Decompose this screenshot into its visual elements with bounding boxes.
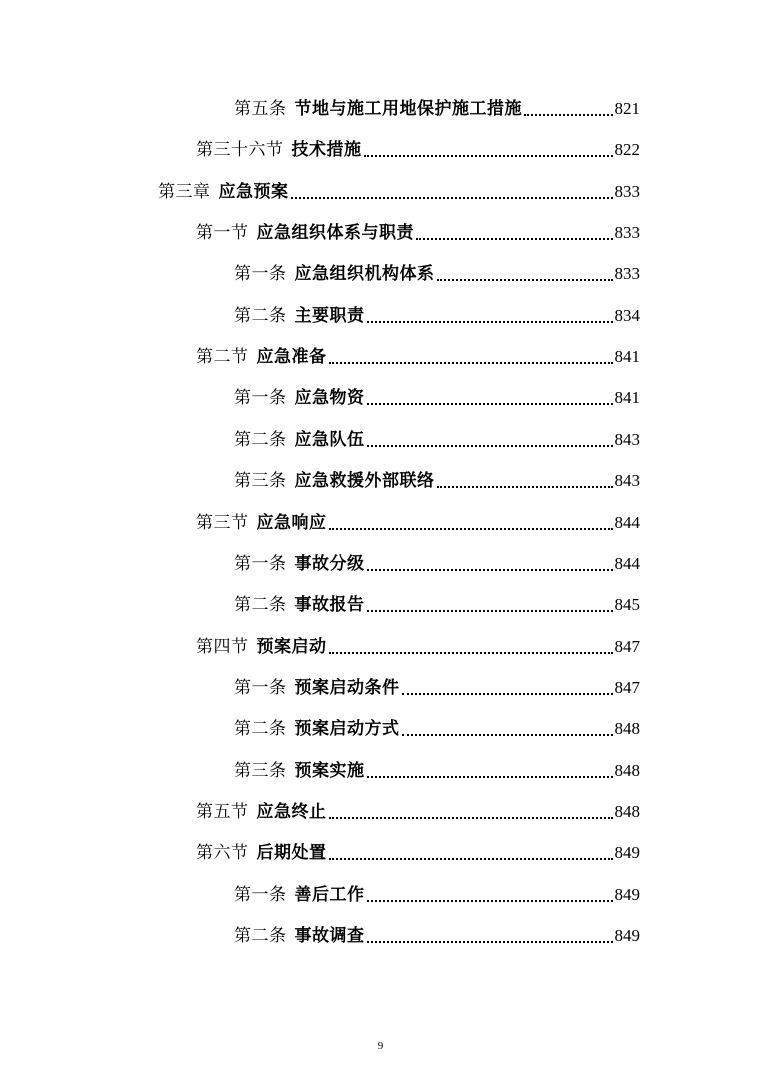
toc-entry-label: 第二条 — [234, 719, 287, 740]
toc-entry-title: 事故分级 — [294, 553, 365, 574]
toc-entry-label: 第四节 — [196, 636, 249, 657]
toc-dot-leader — [329, 342, 613, 372]
toc-entry-title: 事故调查 — [294, 926, 365, 946]
toc-dot-leader — [367, 921, 613, 951]
toc-entry[interactable] — [196, 135, 640, 165]
toc-entry[interactable] — [196, 632, 640, 662]
toc-entry-title: 善后工作 — [294, 884, 365, 905]
toc-entry-page: 849 — [614, 884, 640, 904]
toc-dot-leader — [402, 673, 613, 703]
toc-entry-title: 应急物资 — [294, 388, 365, 409]
toc-entry-title: 应急组织体系与职责 — [256, 223, 414, 244]
toc-entry-title: 主要职责 — [294, 305, 365, 326]
toc-entry-page: 848 — [614, 801, 640, 821]
toc-entry-title: 应急准备 — [256, 347, 327, 368]
toc-entry[interactable] — [196, 797, 640, 827]
toc-entry-label: 第三十六节 — [196, 140, 284, 161]
toc-entry-title: 应急预案 — [218, 181, 289, 202]
toc-entry-page: 849 — [614, 843, 640, 863]
toc-entry-label: 第五节 — [196, 801, 249, 822]
toc-entry-label: 第一条 — [234, 677, 287, 698]
toc-dot-leader — [367, 756, 613, 786]
toc-entry-page: 834 — [614, 305, 640, 325]
toc-entry-page: 821 — [614, 99, 640, 118]
toc-entry-page: 849 — [614, 926, 640, 945]
toc-entry-title: 节地与施工用地保护施工措施 — [294, 99, 522, 119]
toc-entry[interactable] — [234, 259, 640, 289]
toc-dot-leader — [329, 632, 613, 662]
toc-entry-page: 847 — [614, 677, 640, 697]
toc-entry-page: 848 — [614, 760, 640, 780]
toc-entry[interactable] — [158, 177, 640, 207]
toc-entry-label: 第一条 — [234, 388, 287, 409]
toc-entry-label: 第一条 — [234, 553, 287, 574]
toc-entry-page: 845 — [614, 595, 640, 615]
toc-entry-label: 第二条 — [234, 595, 287, 616]
toc-dot-leader — [329, 508, 613, 538]
toc-dot-leader — [437, 466, 613, 496]
toc-entry-label: 第二节 — [196, 347, 249, 368]
toc-dot-leader — [367, 301, 613, 331]
toc-dot-leader — [416, 218, 613, 248]
toc-entry[interactable] — [196, 508, 640, 538]
toc-entry-page: 833 — [614, 264, 640, 284]
toc-dot-leader — [367, 590, 613, 620]
toc-entry-label: 第三节 — [196, 512, 249, 533]
toc-dot-leader — [524, 94, 613, 124]
toc-entry-label: 第三章 — [158, 181, 211, 202]
toc-entry[interactable] — [234, 466, 640, 496]
toc-entry-label: 第一条 — [234, 884, 287, 905]
toc-entry[interactable] — [234, 549, 640, 579]
toc-entry-title: 预案启动方式 — [294, 719, 400, 740]
toc-entry-title: 预案启动条件 — [294, 677, 400, 698]
toc-dot-leader — [291, 177, 613, 207]
toc-dot-leader — [437, 259, 613, 289]
toc-entry[interactable] — [234, 921, 640, 951]
toc-entry[interactable] — [234, 425, 640, 455]
toc-entry[interactable] — [234, 714, 640, 744]
toc-entry-page: 833 — [614, 223, 640, 243]
toc-entry-label: 第一节 — [196, 223, 249, 244]
toc-entry-title: 技术措施 — [291, 140, 362, 161]
toc-entry[interactable] — [196, 838, 640, 868]
toc-entry[interactable] — [234, 756, 640, 786]
toc-dot-leader — [402, 714, 613, 744]
toc-entry-title: 预案实施 — [294, 760, 365, 781]
toc-entry-page: 844 — [614, 512, 640, 532]
toc-entry-title: 应急组织机构体系 — [294, 264, 435, 285]
toc-dot-leader — [329, 797, 613, 827]
toc-entry-page: 843 — [614, 471, 640, 491]
toc-entry-label: 第二条 — [234, 305, 287, 326]
toc-entry-title: 应急终止 — [256, 801, 327, 822]
toc-entry[interactable] — [234, 383, 640, 413]
toc-dot-leader — [329, 838, 613, 868]
toc-entry[interactable] — [234, 673, 640, 703]
toc-entry-page: 822 — [614, 140, 640, 160]
toc-entry[interactable] — [234, 301, 640, 331]
toc-entry-page: 841 — [614, 347, 640, 367]
toc-entry-page: 843 — [614, 429, 640, 449]
toc-entry-title: 应急队伍 — [294, 429, 365, 450]
toc-entry[interactable] — [196, 342, 640, 372]
toc-entry-title: 事故报告 — [294, 595, 365, 616]
toc-entry-label: 第二条 — [234, 429, 287, 450]
toc-entry-title: 应急救援外部联络 — [294, 471, 435, 492]
toc-entry-page: 833 — [614, 181, 640, 201]
toc-entry[interactable] — [196, 218, 640, 248]
toc-entry-label: 第三条 — [234, 760, 287, 781]
toc-entry-title: 后期处置 — [256, 843, 327, 864]
toc-entry[interactable] — [234, 880, 640, 910]
toc-entry-page: 844 — [614, 553, 640, 573]
toc-dot-leader — [367, 383, 613, 413]
toc-entry-label: 第一条 — [234, 264, 287, 285]
toc-entry-label: 第五条 — [234, 99, 287, 119]
toc-dot-leader — [367, 549, 613, 579]
page-number: 9 — [377, 1040, 384, 1052]
toc-dot-leader — [367, 880, 613, 910]
toc-entry-page: 841 — [614, 388, 640, 408]
toc-entry-page: 848 — [614, 719, 640, 739]
toc-entry[interactable] — [234, 94, 640, 124]
toc-entry-label: 第六节 — [196, 843, 249, 864]
toc-entry[interactable] — [234, 590, 640, 620]
toc-dot-leader — [364, 135, 613, 165]
toc-entry-label: 第三条 — [234, 471, 287, 492]
toc-entry-page: 847 — [614, 636, 640, 656]
toc-entry-label: 第二条 — [234, 926, 287, 946]
toc-dot-leader — [367, 425, 613, 455]
toc-entry-title: 应急响应 — [256, 512, 327, 533]
toc-entry-title: 预案启动 — [256, 636, 327, 657]
